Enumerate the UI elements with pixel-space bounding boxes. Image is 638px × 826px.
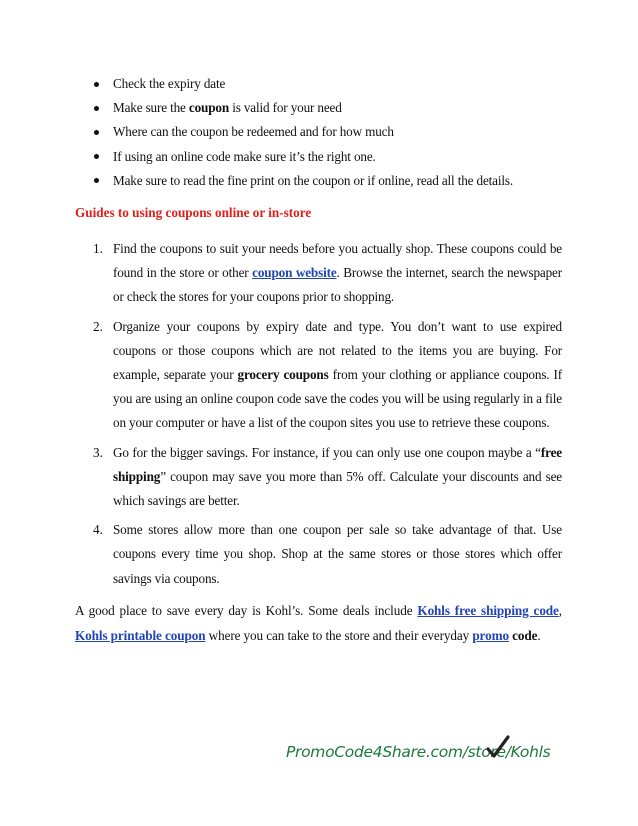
step-number: 1. <box>93 241 103 256</box>
step-text-part: Some stores allow more than one coupon per sale so take advantage of that. Use coupons every time you shop. Shop at the same stores or those stores which offer savings via coupons. <box>113 522 562 586</box>
list-item <box>0 120 638 144</box>
bullet-icon <box>94 82 99 87</box>
bullet-icon <box>94 130 99 135</box>
kohls-printable-coupon-link[interactable]: Kohls printable coupon <box>75 627 206 643</box>
checklist <box>0 72 638 193</box>
step-text-part: Go for the bigger savings. For instance, if you can only use one coupon maybe a “ <box>113 444 541 460</box>
step-text-part: from your clothing or appliance coupons. If you are using an online coupon code save the codes you will be using regularly in a file on your computer or have a list of the coupon sites you use to retrieve these coupons. <box>113 367 562 431</box>
kohls-free-shipping-code-link[interactable]: Kohls free shipping code <box>417 603 559 618</box>
step-text-part: Organize your coupons by expiry date and type. You don’t want to use expired coupons or those coupons which are not related to the items you are buying. For example, separate your <box>113 318 562 383</box>
step-text <box>113 237 562 310</box>
bullet-text: Make sure to read the fine print on the coupon or if online, read all the details. <box>113 172 514 188</box>
closing-paragraph <box>75 599 562 648</box>
bullet-text: Make sure the <box>113 100 189 116</box>
step-number: 3. <box>93 444 103 460</box>
list-item <box>0 145 638 169</box>
list-item <box>0 441 638 514</box>
bullet-icon <box>94 154 99 159</box>
free-shipping-bold: free shipping <box>113 444 562 484</box>
step-text-part: ” coupon may save you more than 5% off. Calculate your discounts and see which savings are better. <box>113 468 562 509</box>
bullet-text: If using an online code make sure it’s the right one. <box>113 148 376 164</box>
list-item <box>0 237 638 310</box>
list-item <box>0 96 638 120</box>
code-bold: code <box>512 627 538 643</box>
closing-text-part: , <box>558 603 562 618</box>
step-text-part: . Browse the internet, search the newspaper or check the stores for your coupons prior to shopping. <box>113 265 562 305</box>
bullet-text: Check the expiry date <box>113 76 226 91</box>
closing-text-part: . <box>537 627 541 643</box>
footer-watermark: PromoCode4Share.com/store/Kohls <box>286 743 551 761</box>
step-text-part: Find the coupons to suit your needs before you actually shop. These coupons could be found in the store or other <box>113 241 562 281</box>
list-item <box>0 72 638 96</box>
list-item <box>0 169 638 193</box>
closing-text-part: where you can take to the store and their everyday <box>205 627 473 643</box>
bullet-text: Where can the coupon be redeemed and for how much <box>113 124 394 140</box>
bullet-icon <box>94 106 99 111</box>
bullet-text: is valid for your need <box>229 100 342 116</box>
step-text <box>113 315 562 436</box>
coupon-website-link[interactable]: coupon website <box>252 265 337 281</box>
step-text <box>113 518 562 591</box>
bullet-icon <box>94 178 99 183</box>
bullet-bold: coupon <box>188 100 230 116</box>
checkmark-icon <box>486 734 510 760</box>
section-heading: Guides to using coupons online or in-store <box>75 205 312 220</box>
step-number: 4. <box>93 522 103 538</box>
list-item <box>0 315 638 436</box>
list-item <box>0 518 638 591</box>
step-text <box>113 441 562 514</box>
promo-link[interactable]: promo <box>472 627 509 643</box>
grocery-coupons-bold: grocery coupons <box>237 367 329 383</box>
guide-steps <box>0 237 638 596</box>
closing-text-part: A good place to save every day is Kohl’s. Some deals include <box>75 603 418 618</box>
step-number: 2. <box>93 318 103 334</box>
